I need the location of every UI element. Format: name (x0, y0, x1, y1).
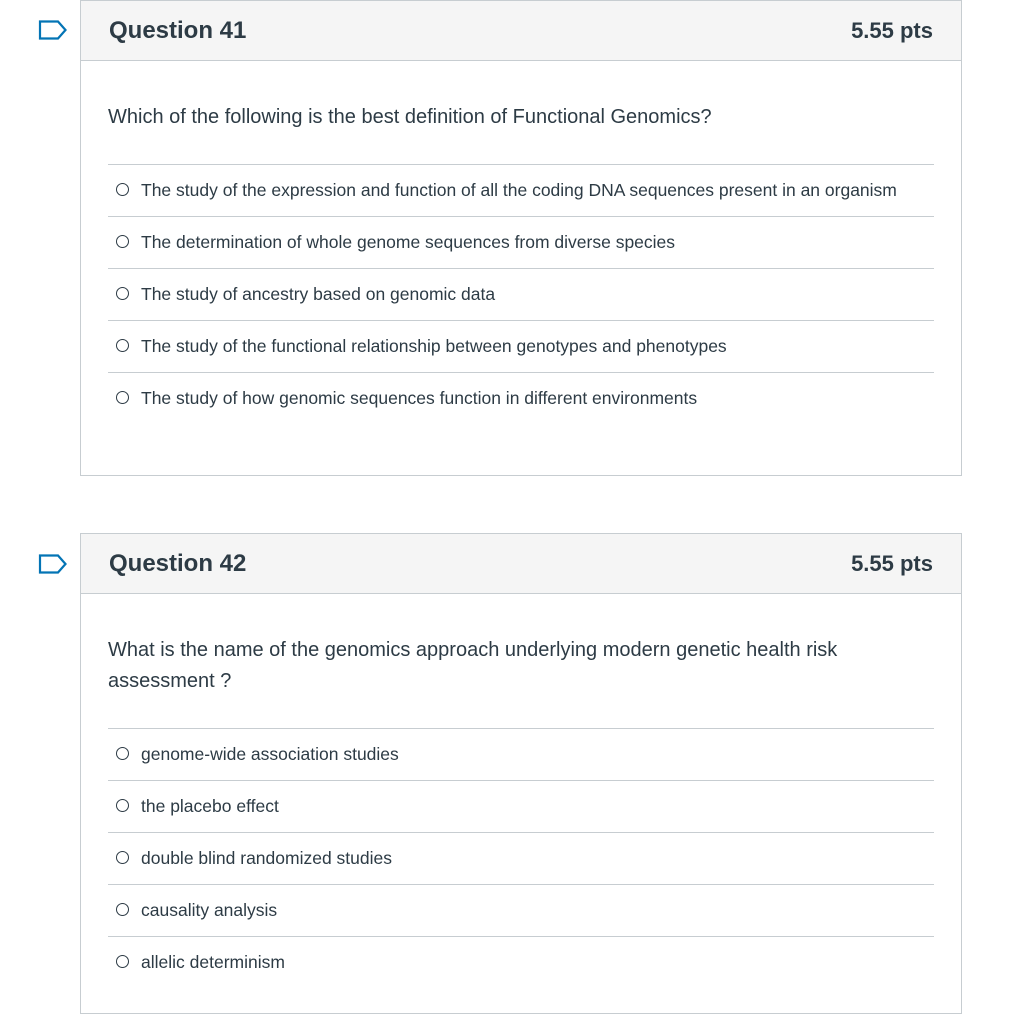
answer-option[interactable] (108, 165, 934, 217)
radio-button[interactable] (116, 903, 129, 916)
answer-option[interactable] (108, 885, 934, 937)
answer-option[interactable] (108, 781, 934, 833)
question-41-card (80, 0, 962, 476)
flag-question-41-icon[interactable] (38, 20, 68, 40)
answer-label: The study of ancestry based on genomic data (141, 284, 496, 304)
answer-label: double blind randomized studies (141, 848, 392, 868)
radio-button[interactable] (116, 235, 129, 248)
radio-button[interactable] (116, 747, 129, 760)
answer-label: The determination of whole genome sequences from diverse species (141, 232, 676, 252)
radio-button[interactable] (116, 339, 129, 352)
radio-button[interactable] (116, 955, 129, 968)
answer-option[interactable] (108, 729, 934, 781)
answer-label: the placebo effect (141, 796, 279, 816)
answer-option[interactable] (108, 217, 934, 269)
answer-label: The study of the functional relationship between genotypes and phenotypes (141, 336, 727, 356)
answer-option[interactable] (108, 321, 934, 373)
question-41-title: Question 41 (109, 16, 247, 44)
answer-label: The study of the expression and function of all the coding DNA sequences present in an organism (141, 180, 897, 200)
radio-button[interactable] (116, 183, 129, 196)
answer-option[interactable] (108, 833, 934, 885)
answer-option[interactable] (108, 937, 934, 988)
flag-question-42-icon[interactable] (38, 554, 68, 574)
answer-option[interactable] (108, 269, 934, 321)
answer-label: The study of how genomic sequences function in different environments (141, 388, 698, 408)
question-42-header (81, 534, 961, 594)
question-42-points: 5.55 pts (851, 550, 933, 576)
question-42-answers (108, 728, 934, 988)
radio-button[interactable] (116, 287, 129, 300)
question-41-answers (108, 164, 934, 424)
answer-label: allelic determinism (141, 952, 285, 972)
question-42-card (80, 533, 962, 1014)
question-41-points: 5.55 pts (851, 17, 933, 43)
answer-label: causality analysis (141, 900, 278, 920)
answer-option[interactable] (108, 373, 934, 424)
question-42-prompt: What is the name of the genomics approach underlying modern genetic health risk assessment ? (108, 639, 838, 692)
radio-button[interactable] (116, 391, 129, 404)
answer-label: genome-wide association studies (141, 744, 399, 764)
question-41-prompt: Which of the following is the best definition of Functional Genomics? (108, 106, 712, 128)
radio-button[interactable] (116, 851, 129, 864)
radio-button[interactable] (116, 799, 129, 812)
question-42-title: Question 42 (109, 549, 247, 577)
question-41-header (81, 1, 961, 61)
